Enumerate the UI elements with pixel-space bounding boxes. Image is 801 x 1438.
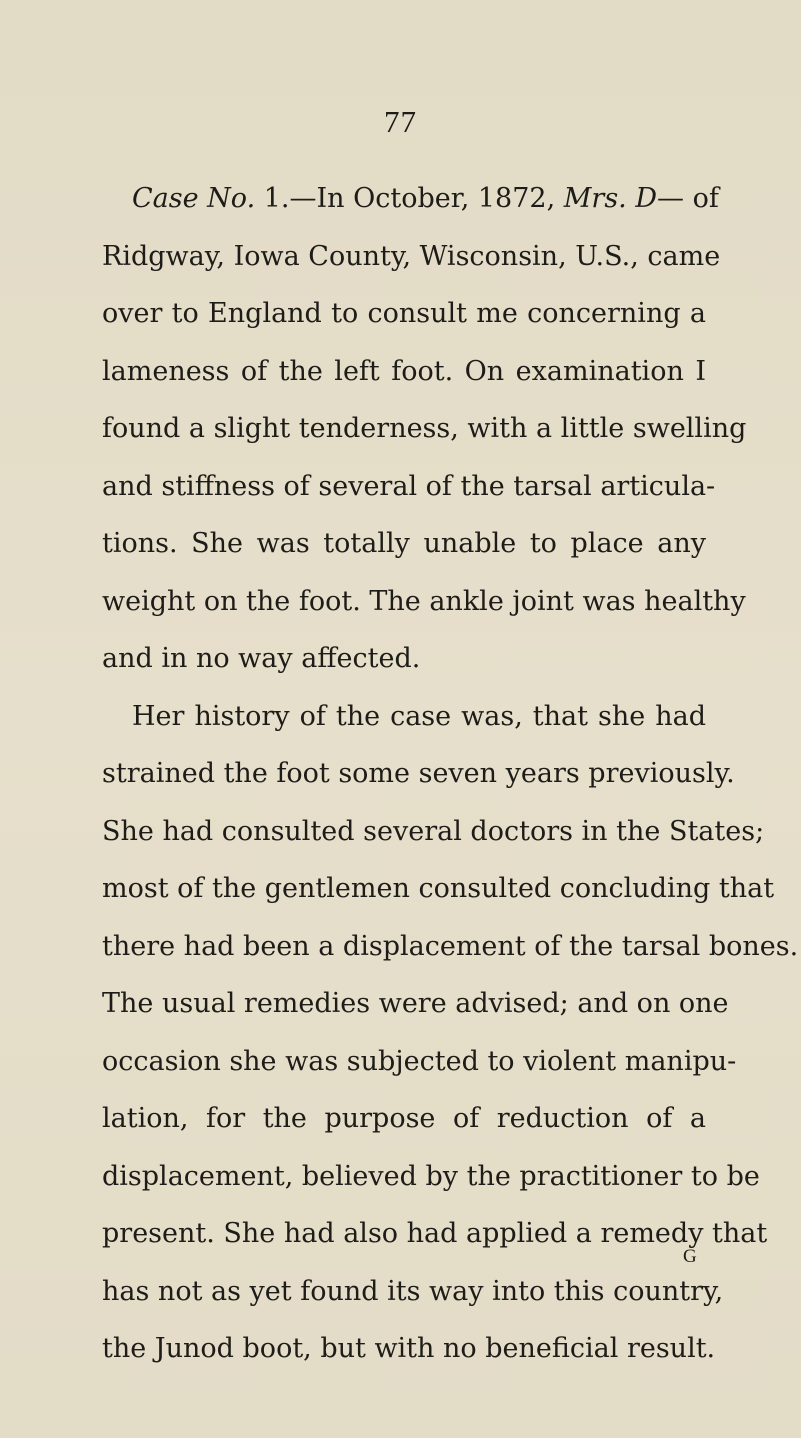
signature-mark: G	[683, 1246, 697, 1267]
text-line: Her history of the case was, that she had	[132, 700, 706, 732]
text-line: tions. She was totally unable to place any	[102, 528, 706, 559]
text-line: and in no way affected.	[102, 643, 421, 674]
body-text	[102, 170, 799, 1378]
text-line: displacement, believed by the practitioner to be	[102, 1160, 760, 1192]
text-line: found a slight tenderness, with a little swelling	[102, 413, 747, 444]
text-line: there had been a displacement of the tarsal bones.	[102, 930, 799, 962]
text-line: has not as yet found its way into this country,	[102, 1275, 724, 1307]
text-line: occasion she was subjected to violent manipu-	[102, 1045, 737, 1077]
text-line: and stiffness of several of the tarsal articula-	[102, 470, 716, 502]
text-line: present. She had also had applied a remedy that	[102, 1218, 768, 1249]
text-line: strained the foot some seven years previously.	[102, 758, 735, 789]
text-line: The usual remedies were advised; and on one	[102, 988, 729, 1019]
case-label: Case No.	[132, 183, 256, 214]
text-line	[102, 170, 719, 228]
text-line: weight on the foot. The ankle joint was healthy	[102, 585, 746, 617]
patient-name: Mrs. D	[563, 183, 657, 214]
text-line: lameness of the left foot. On examination I	[102, 355, 706, 387]
text-line: Ridgway, Iowa County, Wisconsin, U.S., came	[102, 240, 721, 272]
page-number: 77	[384, 104, 417, 139]
case-tail: — of	[657, 183, 719, 214]
text-line: over to England to consult me concerning a	[102, 298, 706, 329]
text-line: the Junod boot, but with no beneficial result.	[102, 1333, 716, 1364]
text-line: most of the gentlemen consulted concluding that	[102, 873, 775, 904]
text-line: lation, for the purpose of reduction of a	[102, 1103, 706, 1134]
case-date: 1.—In October, 1872,	[255, 183, 564, 214]
text-line: She had consulted several doctors in the States;	[102, 815, 765, 847]
